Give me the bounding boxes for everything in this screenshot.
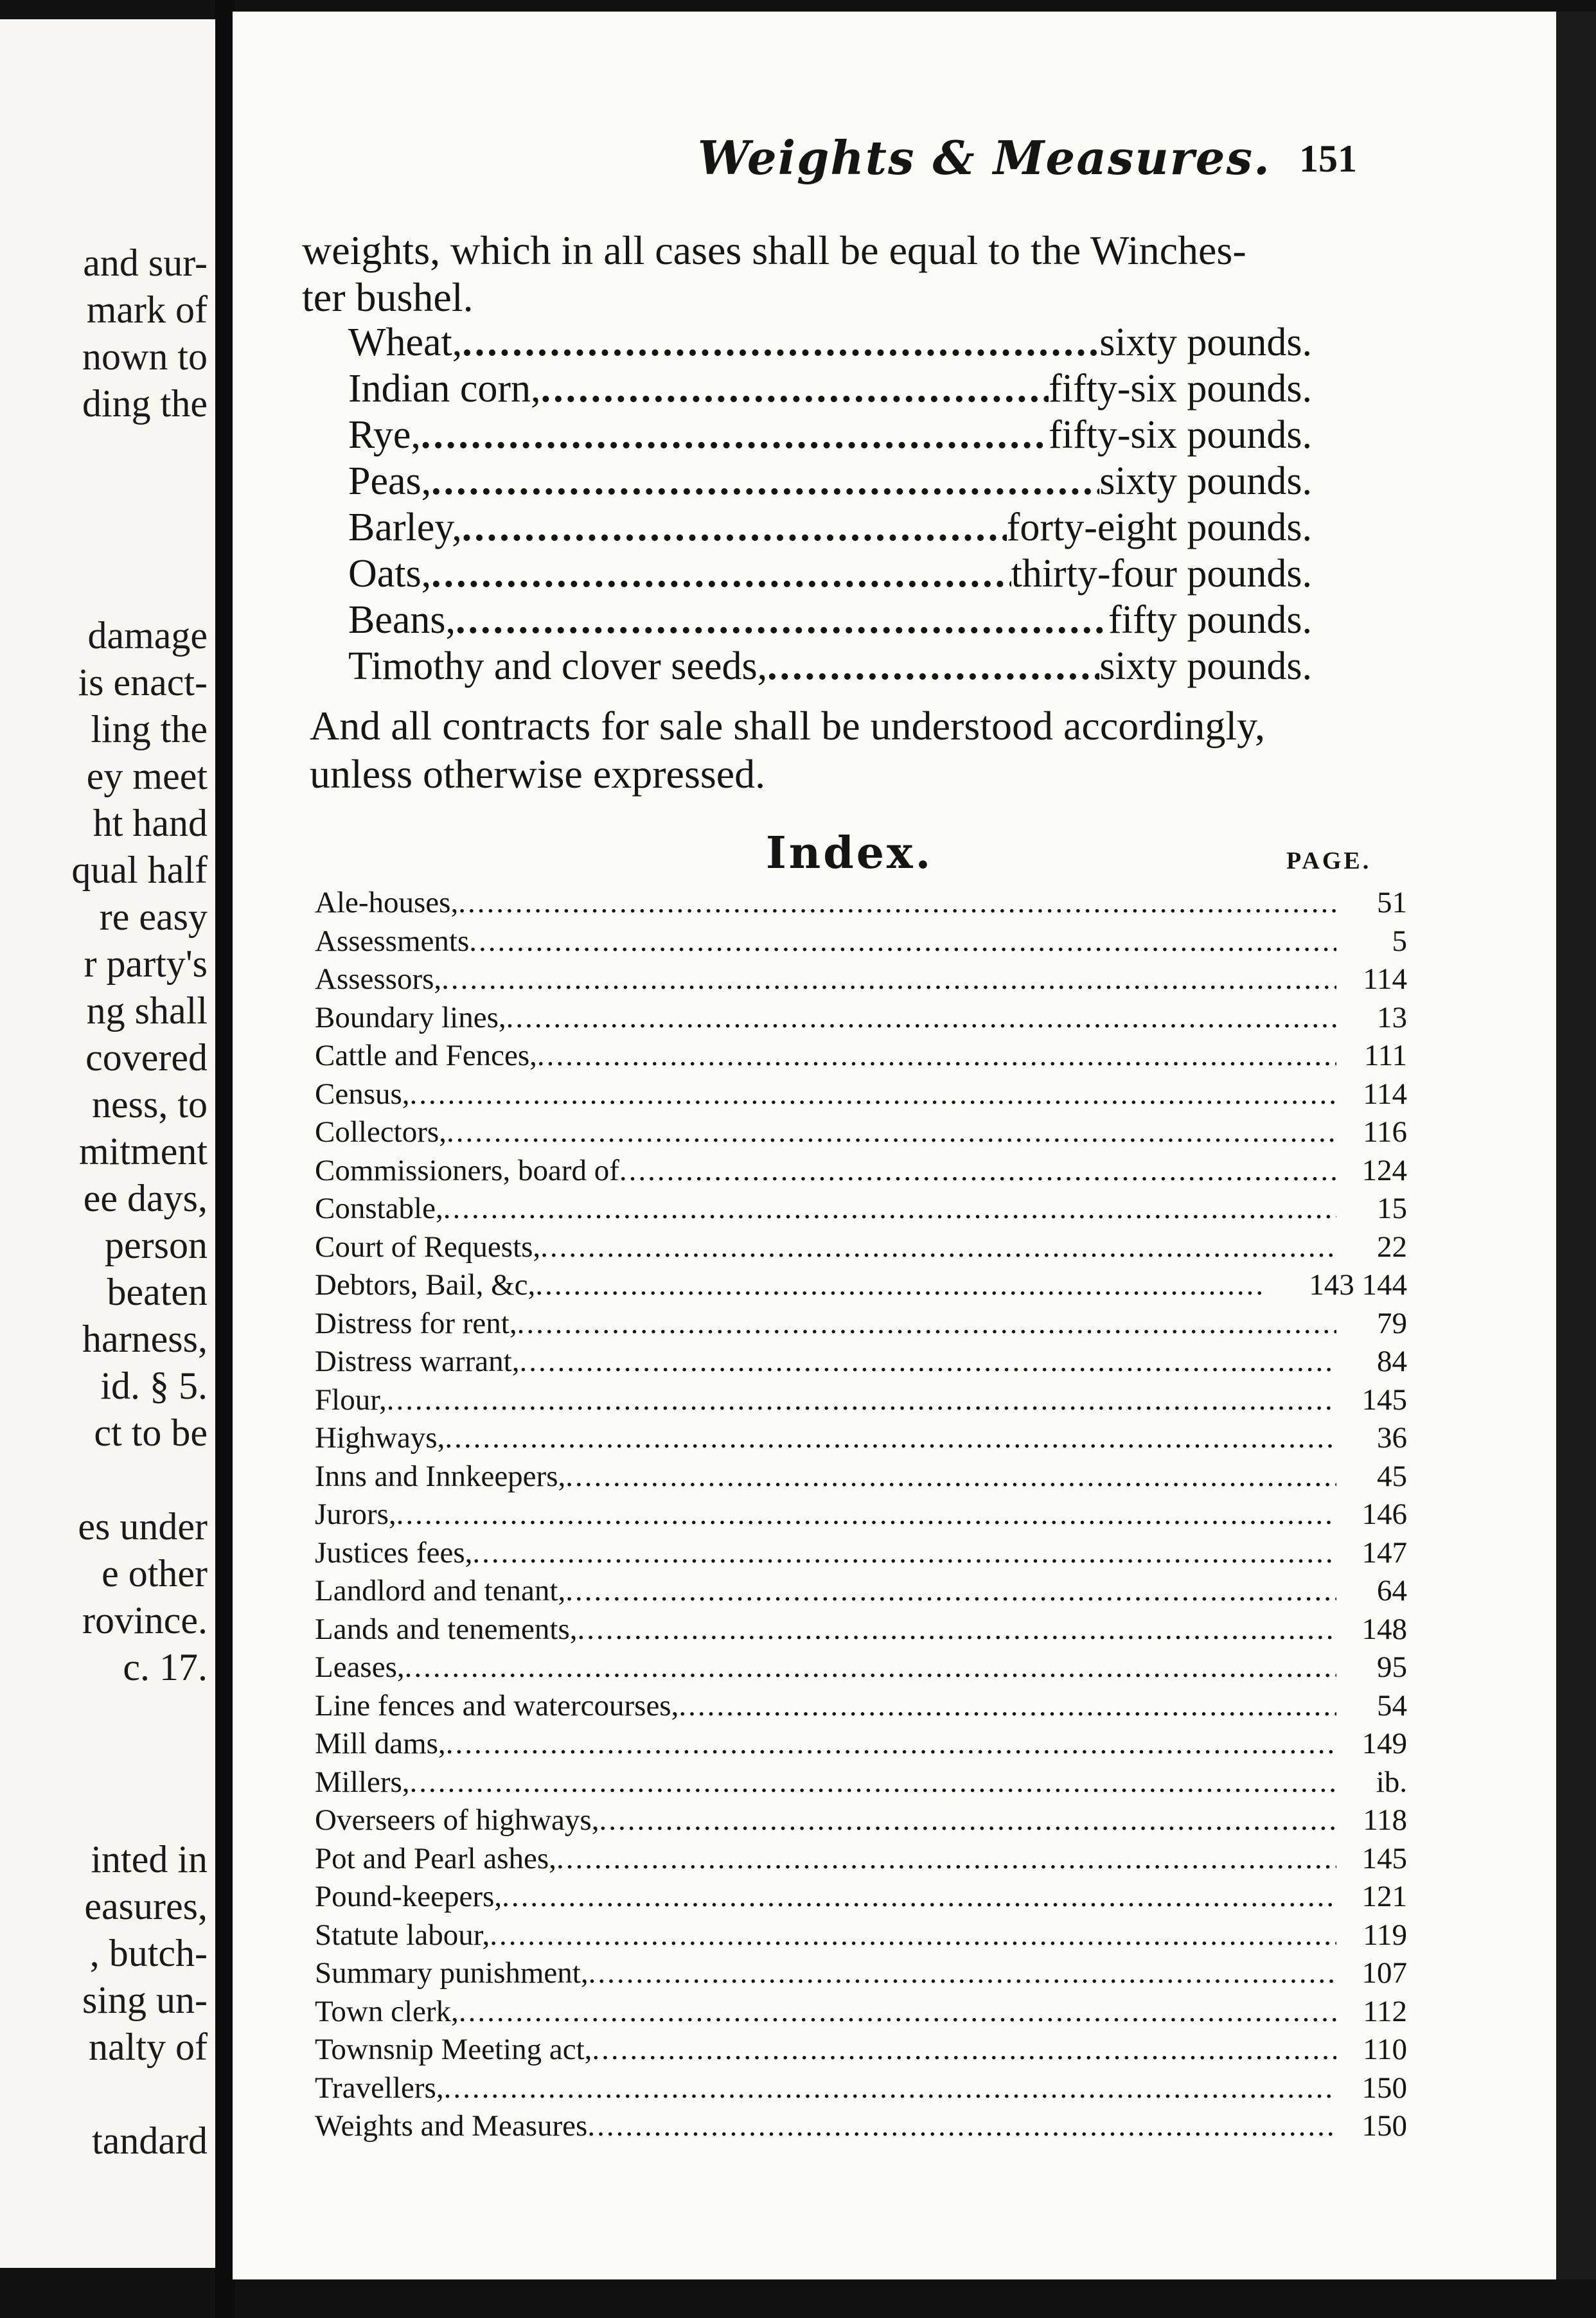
- leader-dots: [599, 1803, 1336, 1837]
- weight-item: Timothy and clover seeds,: [348, 644, 768, 688]
- index-entry-name: Weights and Measures: [315, 2109, 588, 2143]
- leader-dots: [472, 1535, 1336, 1570]
- index-entry-page: 116: [1363, 1115, 1407, 1149]
- index-entry: [315, 1000, 1407, 1039]
- index-entry-name: Summary punishment,: [315, 1956, 589, 1990]
- page-number: 151: [1299, 137, 1357, 180]
- weight-row: [348, 551, 1312, 597]
- left-page-line: mark of: [86, 288, 208, 331]
- leader-dots: [431, 459, 1099, 504]
- left-page-line: rovince.: [82, 1599, 208, 1641]
- left-page-line: , butch-: [89, 1932, 208, 1974]
- left-page-line: ey meet: [86, 755, 208, 797]
- weight-row: [348, 597, 1312, 644]
- left-page-line: easures,: [84, 1885, 208, 1927]
- index-entry: [315, 1230, 1407, 1268]
- index-entry: [315, 2032, 1407, 2071]
- index-heading: Index.: [766, 827, 934, 879]
- weight-value: fifty-six pounds.: [1049, 367, 1312, 411]
- index-entry: [315, 1153, 1407, 1192]
- left-page-line: beaten: [107, 1271, 208, 1313]
- leader-dots: [396, 1497, 1336, 1532]
- weight-item: Oats,: [348, 552, 432, 596]
- weight-value: sixty pounds.: [1099, 321, 1312, 364]
- leader-dots: [387, 1383, 1336, 1417]
- left-page-line: id. § 5.: [100, 1365, 208, 1407]
- index-entry-page: 22: [1377, 1230, 1407, 1264]
- left-page-line: r party's: [84, 942, 208, 985]
- left-page-line: c. 17.: [123, 1646, 208, 1688]
- index-entry-name: Town clerk,: [315, 1994, 459, 2028]
- leader-dots: [767, 644, 1099, 689]
- index-entry-page: 150: [1361, 2109, 1407, 2143]
- leader-dots: [405, 1650, 1336, 1685]
- index-entry: [315, 1994, 1407, 2033]
- index-entry-page: 95: [1377, 1650, 1407, 1684]
- index-entry: [315, 1765, 1407, 1803]
- book-page: [233, 12, 1556, 2279]
- left-facing-page: [0, 19, 215, 2268]
- index-entry: [315, 1191, 1407, 1230]
- index-entry-page: 149: [1361, 1727, 1407, 1760]
- index-entry-name: Leases,: [315, 1650, 405, 1684]
- leader-dots: [490, 1918, 1336, 1952]
- index-entry-page: 118: [1363, 1803, 1407, 1837]
- index-entry: [315, 924, 1407, 962]
- leader-dots: [592, 2032, 1336, 2067]
- left-page-line: ng shall: [86, 989, 208, 1032]
- index-entry-page: 114: [1363, 962, 1407, 996]
- leader-dots: [456, 597, 1108, 643]
- leader-dots: [565, 1573, 1336, 1608]
- index-entry: [315, 1344, 1407, 1383]
- left-page-line: person: [105, 1224, 208, 1266]
- index-entry-name: Statute labour,: [315, 1918, 490, 1952]
- index-entry: [315, 2109, 1407, 2147]
- index-entry-page: 143 144: [1309, 1268, 1407, 1302]
- weight-value: fifty-six pounds.: [1049, 413, 1312, 457]
- weight-value: sixty pounds.: [1099, 644, 1312, 688]
- index-entry-name: Boundary lines,: [315, 1000, 506, 1034]
- index-entry: [315, 1650, 1407, 1688]
- index-entry-name: Highways,: [315, 1421, 445, 1455]
- index-entry-name: Distress for rent,: [315, 1306, 517, 1340]
- weight-item: Peas,: [348, 459, 432, 503]
- index-entry-name: Assessors,: [315, 962, 442, 996]
- index-entry-name: Justices fees,: [315, 1535, 473, 1570]
- index-entry-page: 79: [1377, 1306, 1407, 1340]
- left-page-line: qual half: [71, 849, 208, 891]
- weight-item: Indian corn,: [348, 367, 541, 411]
- index-entry: [315, 1803, 1407, 1841]
- index-entry-page: 146: [1361, 1498, 1407, 1531]
- weight-item: Barley,: [348, 506, 462, 549]
- index-entry-page: 124: [1361, 1153, 1407, 1187]
- left-page-line: mitment: [79, 1130, 208, 1172]
- index-page-column-label: PAGE.: [1286, 847, 1372, 874]
- leader-dots: [462, 505, 1007, 551]
- leader-dots: [444, 2071, 1336, 2105]
- leader-dots: [447, 1115, 1336, 1149]
- index-entry-name: Court of Requests,: [315, 1230, 541, 1264]
- left-page-line: sing un-: [82, 1979, 208, 2021]
- index-entry-name: Census,: [315, 1077, 410, 1111]
- index-entry-name: Collectors,: [315, 1115, 447, 1149]
- index-entry: [315, 1268, 1407, 1306]
- index-entry-page: 110: [1363, 2033, 1407, 2066]
- index-entry-page: 150: [1361, 2071, 1407, 2105]
- left-page-line: and sur-: [83, 242, 208, 284]
- index-entry-page: ib.: [1376, 1765, 1407, 1799]
- left-page-line: harness,: [82, 1318, 208, 1360]
- index-entry-name: Travellers,: [315, 2071, 444, 2105]
- index-entry-name: Debtors, Bail, &c,: [315, 1268, 536, 1302]
- index-entry-page: 54: [1377, 1688, 1407, 1722]
- weight-row: [348, 412, 1312, 459]
- index-entry-page: 5: [1392, 924, 1407, 958]
- closing-line: And all contracts for sale shall be understood accordingly,: [310, 703, 1265, 748]
- weight-item: Wheat,: [348, 321, 463, 364]
- left-page-line: is enact-: [78, 661, 208, 703]
- left-page-line: nown to: [82, 335, 208, 378]
- leader-dots: [565, 1459, 1336, 1494]
- index-entry-page: 36: [1377, 1421, 1407, 1455]
- leader-dots: [459, 1994, 1336, 2029]
- leader-dots: [462, 320, 1099, 366]
- leader-dots: [519, 1344, 1336, 1379]
- index-entry: [315, 1573, 1407, 1612]
- leader-dots: [410, 1765, 1336, 1800]
- index-entry-name: Inns and Innkeepers,: [315, 1459, 566, 1493]
- index-entry: [315, 1115, 1407, 1153]
- leader-dots: [517, 1306, 1336, 1341]
- index-entry: [315, 1918, 1407, 1956]
- index-entry: [315, 1612, 1407, 1650]
- leader-dots: [443, 1191, 1336, 1226]
- intro-line: weights, which in all cases shall be equal to the Winches-: [302, 227, 1246, 273]
- index-entry-name: Mill dams,: [315, 1727, 446, 1760]
- index-entry: [315, 1459, 1407, 1498]
- index-entry-page: 84: [1377, 1345, 1407, 1378]
- index-entry: [315, 1038, 1407, 1077]
- index-entry-page: 114: [1363, 1077, 1407, 1111]
- left-page-line: ee days,: [83, 1177, 208, 1219]
- weight-item: Beans,: [348, 598, 456, 642]
- index-entry-page: 51: [1377, 886, 1407, 919]
- index-entry-name: Constable,: [315, 1192, 443, 1225]
- leader-dots: [589, 1956, 1336, 1990]
- leader-dots: [446, 1726, 1336, 1761]
- left-page-line: covered: [85, 1036, 208, 1079]
- page-edge-shadow: [1556, 12, 1596, 2279]
- left-page-line: re easy: [99, 896, 208, 938]
- index-entry-page: 15: [1377, 1192, 1407, 1225]
- leader-dots: [445, 1420, 1336, 1455]
- book-gutter: [215, 0, 235, 2318]
- index-entry: [315, 1956, 1407, 1994]
- index-entry-name: Pound-keepers,: [315, 1880, 502, 1913]
- index-entry-page: 145: [1361, 1841, 1407, 1875]
- index-entry-page: 64: [1377, 1574, 1407, 1607]
- index-entry-name: Line fences and watercourses,: [315, 1688, 679, 1722]
- weights-table: [348, 320, 1312, 690]
- index-entry-page: 112: [1363, 1994, 1407, 2028]
- index-entry-page: 119: [1363, 1918, 1407, 1952]
- left-page-line: e other: [102, 1552, 208, 1595]
- left-page-line: ding the: [82, 382, 208, 425]
- index-entry-name: Flour,: [315, 1383, 387, 1417]
- index-entry: [315, 1497, 1407, 1535]
- left-page-line: ling the: [91, 708, 208, 750]
- weight-row: [348, 459, 1312, 505]
- index-entry-page: 121: [1361, 1880, 1407, 1913]
- index-entry: [315, 1726, 1407, 1765]
- index-entry-name: Townsnip Meeting act,: [315, 2033, 592, 2066]
- index-entry-page: 147: [1361, 1535, 1407, 1570]
- leader-dots: [678, 1688, 1336, 1723]
- intro-line: ter bushel.: [302, 274, 474, 320]
- index-entry-name: Pot and Pearl ashes,: [315, 1841, 556, 1875]
- weight-value: thirty-four pounds.: [1011, 552, 1312, 596]
- index-entry-name: Overseers of highways,: [315, 1803, 599, 1837]
- leader-dots: [421, 412, 1049, 458]
- left-page-line: damage: [87, 614, 208, 657]
- index-entry: [315, 885, 1407, 924]
- leader-dots: [502, 1879, 1336, 1914]
- leader-dots: [578, 1612, 1336, 1647]
- leader-dots: [541, 366, 1049, 412]
- left-page-line: ct to be: [94, 1411, 208, 1454]
- leader-dots: [556, 1841, 1336, 1876]
- weight-row: [348, 505, 1312, 551]
- index-entry: [315, 1688, 1407, 1727]
- leader-dots: [587, 2109, 1336, 2143]
- left-page-line: tandard: [92, 2119, 208, 2162]
- leader-dots: [410, 1077, 1336, 1111]
- index-entry-name: Distress warrant,: [315, 1345, 520, 1378]
- left-page-line: inted in: [91, 1838, 208, 1880]
- leader-dots: [469, 924, 1336, 959]
- leader-dots: [535, 1268, 1266, 1302]
- index-entry-page: 148: [1361, 1612, 1407, 1646]
- left-page-line: ness, to: [92, 1083, 208, 1126]
- closing-line: unless otherwise expressed.: [310, 751, 766, 797]
- left-page-line: ht hand: [93, 802, 208, 844]
- weight-value: sixty pounds.: [1099, 459, 1312, 503]
- index-entry-name: Landlord and tenant,: [315, 1574, 566, 1607]
- index-entry-page: 107: [1361, 1956, 1407, 1990]
- leader-dots: [540, 1230, 1336, 1264]
- left-page-line: es under: [78, 1505, 208, 1548]
- index-entry: [315, 1535, 1407, 1574]
- index-entry-name: Commissioners, board of: [315, 1153, 619, 1187]
- index-entry-name: Jurors,: [315, 1498, 396, 1531]
- index-entry: [315, 1420, 1407, 1459]
- index-entry: [315, 1383, 1407, 1421]
- index-entry-name: Lands and tenements,: [315, 1612, 578, 1646]
- index-entry-page: 45: [1377, 1459, 1407, 1493]
- leader-dots: [537, 1038, 1336, 1073]
- weight-row: [348, 366, 1312, 412]
- index-entry: [315, 1879, 1407, 1918]
- weight-value: forty-eight pounds.: [1006, 506, 1312, 549]
- index-entry-name: Assessments: [315, 924, 470, 958]
- index-entry-name: Cattle and Fences,: [315, 1039, 537, 1072]
- left-page-line: nalty of: [89, 2026, 208, 2068]
- index-entry-name: Ale-houses,: [315, 886, 459, 919]
- weight-row: [348, 320, 1312, 366]
- index-entry-page: 111: [1363, 1039, 1407, 1072]
- leader-dots: [619, 1153, 1336, 1188]
- leader-dots: [458, 885, 1336, 920]
- index-entry-page: 145: [1361, 1383, 1407, 1417]
- weight-item: Rye,: [348, 413, 421, 457]
- leader-dots: [441, 962, 1336, 996]
- index-entry: [315, 2071, 1407, 2109]
- index-entry: [315, 1841, 1407, 1880]
- leader-dots: [506, 1000, 1336, 1035]
- index-entry-page: 13: [1377, 1000, 1407, 1034]
- running-head-title: Weights & Measures.: [697, 130, 1272, 185]
- weight-value: fifty pounds.: [1108, 598, 1312, 642]
- index-list: [315, 885, 1407, 2147]
- leader-dots: [431, 551, 1011, 597]
- index-entry-name: Millers,: [315, 1765, 410, 1799]
- index-entry: [315, 1077, 1407, 1115]
- index-entry: [315, 1306, 1407, 1345]
- weight-row: [348, 644, 1312, 690]
- index-entry: [315, 962, 1407, 1000]
